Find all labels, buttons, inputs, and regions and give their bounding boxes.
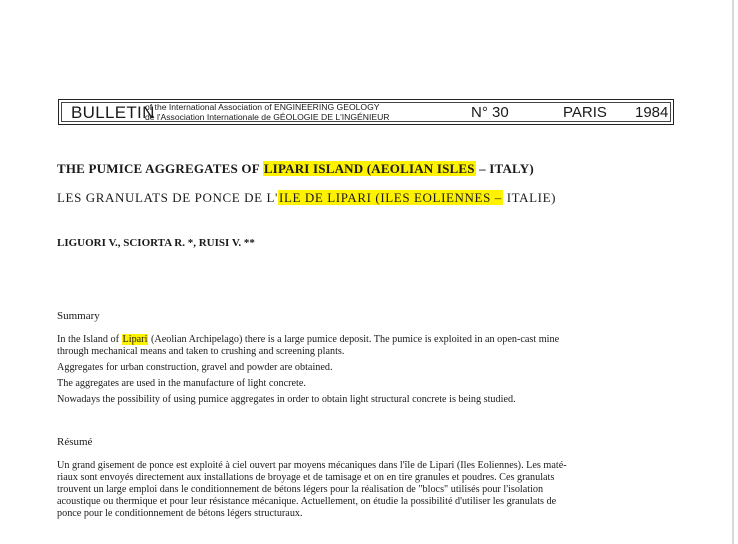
title-french-pre: LES GRANULATS DE PONCE DE L' — [57, 190, 279, 205]
authors: LIGUORI V., SCIORTA R. *, RUISI V. ** — [57, 237, 255, 249]
title-french-highlight: ILE DE LIPARI (ILES EOLIENNES – — [279, 190, 502, 205]
summary-line-1-pre: In the Island of — [57, 334, 122, 345]
bulletin-year: 1984 — [635, 104, 669, 121]
resume-line: riaux sont envoyés directement aux installations de broyage et de tamisage et on en tire granules et poudres. Ces granulats — [57, 472, 555, 483]
bulletin-org-french: de l'Association Internationale de GÉOLOGIE DE L'INGÉNIEUR — [145, 112, 390, 122]
title-english-pre: THE PUMICE AGGREGATES OF — [57, 161, 263, 176]
summary-heading: Summary — [57, 310, 100, 322]
resume-line: Un grand gisement de ponce est exploité à ciel ouvert par moyens mécaniques dans l'île de Lipari (Iles Eoliennes). Les maté- — [57, 460, 567, 471]
bulletin-header — [58, 99, 674, 125]
resume-line: trouvent un large emploi dans le conditionnement de bétons légers pour la réalisation de "blocs" utilisés pour l'isolation — [57, 484, 544, 495]
title-english — [57, 161, 534, 177]
summary-line-1-post: (Aeolian Archipelago) there is a large pumice deposit. The pumice is exploited in an open-cast mine — [148, 334, 560, 345]
summary-line-4: The aggregates are used in the manufacture of light concrete. — [57, 378, 306, 389]
title-french-post: ITALIE) — [502, 190, 557, 205]
bulletin-word: BULLETIN — [71, 103, 155, 122]
summary-line-1 — [57, 334, 559, 347]
bulletin-org-english: of the International Association of ENGINEERING GEOLOGY — [145, 102, 380, 112]
summary-highlight-lipari: Lipari — [122, 334, 148, 345]
title-english-post: – ITALY) — [475, 161, 534, 176]
title-french — [57, 190, 556, 206]
summary-line-2: through mechanical means and taken to crushing and screening plants. — [57, 346, 345, 357]
resume-heading: Résumé — [57, 436, 93, 448]
bulletin-number: N° 30 — [471, 104, 509, 121]
resume-line: ponce pour le conditionnement de bétons légers structuraux. — [57, 508, 303, 519]
summary-line-5: Nowadays the possibility of using pumice aggregates in order to obtain light structural concrete is being studied. — [57, 394, 516, 405]
title-english-highlight: LIPARI ISLAND (AEOLIAN ISLES — [263, 161, 475, 176]
bulletin-city: PARIS — [563, 104, 607, 121]
page-edge — [732, 0, 734, 544]
resume-line: acoustique ou thermique et pour leur résistance mécanique. Actuellement, on étudie la possibilité d'utiliser les granulats de — [57, 496, 557, 507]
summary-line-3: Aggregates for urban construction, gravel and powder are obtained. — [57, 362, 333, 373]
